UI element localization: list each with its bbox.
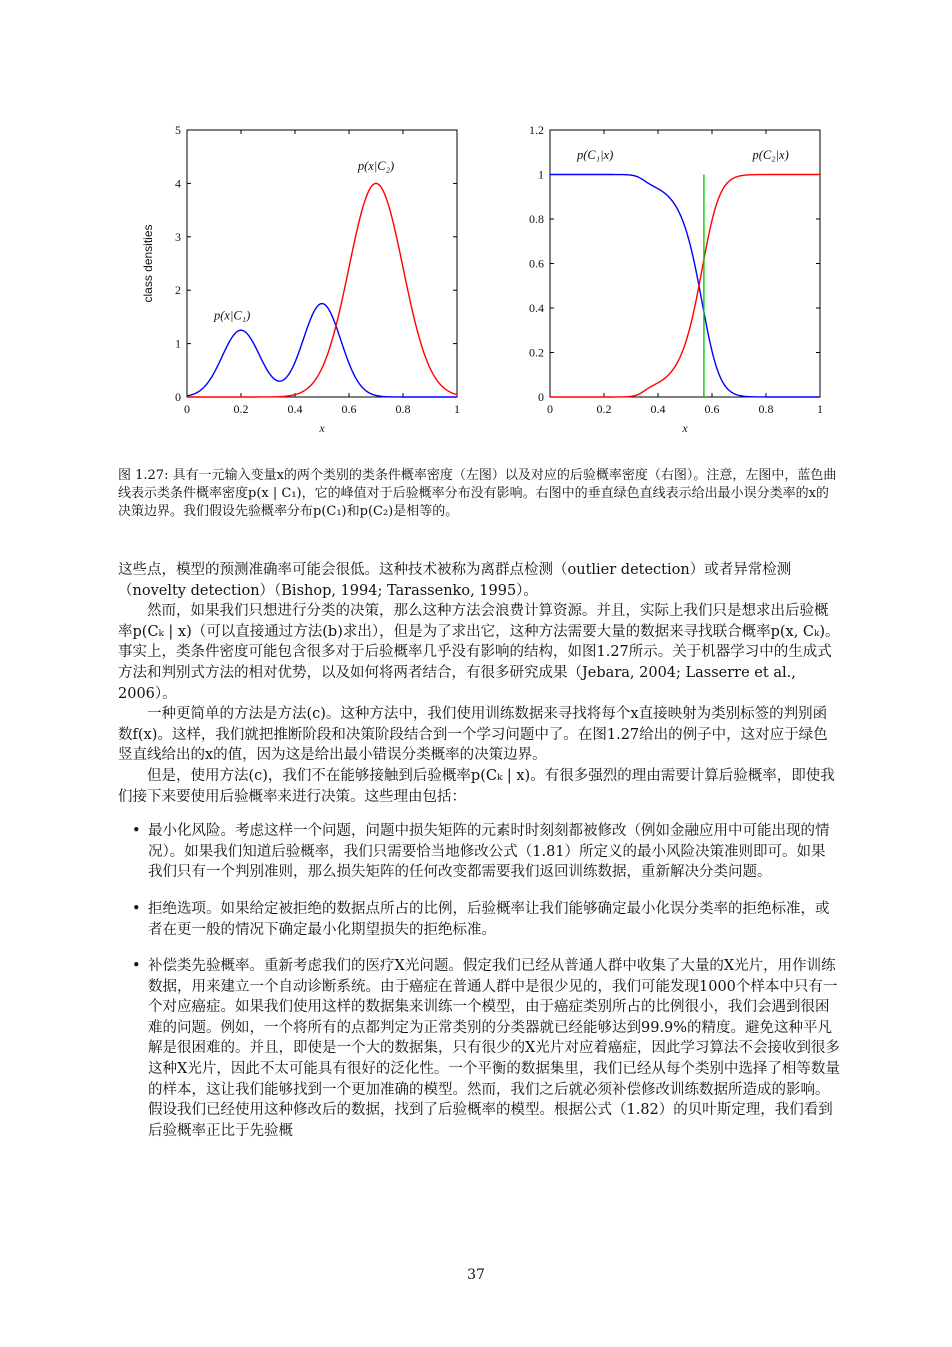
bullet-icon: • xyxy=(132,958,141,975)
y-tick-label: 0 xyxy=(175,390,181,404)
series-line-p-x-c2 xyxy=(187,183,457,397)
x-tick-label: 1 xyxy=(817,402,823,416)
x-tick-label: 0.8 xyxy=(395,402,411,416)
y-tick-label: 0.6 xyxy=(529,256,544,271)
paragraph: 然而，如果我们只想进行分类的决策，那么这种方法会浪费计算资源。并且，实际上我们只是想求出后验概率p(Cₖ | x)（可以直接通过方法(b)求出），但是为了求出它，这种方法需要大量的数据来寻找联合概率p(x, Cₖ)。事实上，类条件密度可能包含很多对于后验概率几乎没有影响的结构，如图1.27所示。关于机器学习中的生成式方法和判别式方法的相对优势，以及如何将两者结合，有很多研究成果（Jebara, 2004; Lasserre et al., 2006）。 xyxy=(118,603,840,702)
y-tick-label: 0.2 xyxy=(529,345,544,360)
list-item-text: 拒绝选项。如果给定被拒绝的数据点所占的比例，后验概率让我们能够确定最小化误分类率的拒绝标准，或者在更一般的情况下确定最小化期望损失的拒绝标准。 xyxy=(148,900,830,938)
bullet-icon: • xyxy=(132,823,141,840)
y-axis-label: class densities xyxy=(141,224,155,303)
list-item xyxy=(118,821,840,883)
series-line-p-c1-x xyxy=(550,175,820,398)
reasons-list xyxy=(118,821,840,1141)
x-tick-label: 0.2 xyxy=(596,402,612,416)
right-chart xyxy=(520,118,850,438)
list-item xyxy=(118,899,840,940)
x-axis-label: x xyxy=(682,421,688,435)
y-tick-label: 5 xyxy=(175,123,181,137)
paragraph: 但是，使用方法(c)，我们不在能够接触到后验概率p(Cₖ | x)。有很多强烈的理由需要计算后验概率，即使我们接下来要使用后验概率来进行决策。这些理由包括： xyxy=(118,767,835,805)
list-item xyxy=(118,956,840,1141)
y-tick-label: 0.4 xyxy=(529,301,544,315)
x-tick-label: 0.4 xyxy=(287,402,303,416)
x-tick-label: 1 xyxy=(454,402,460,416)
series-line-p-c2-x xyxy=(550,175,820,398)
curve-label-p-c1-x: p(C₁|x) xyxy=(577,147,614,162)
y-tick-label: 1.2 xyxy=(529,123,544,137)
figure-caption: 图 1.27: 具有一元输入变量x的两个类别的类条件概率密度（左图）以及对应的后验概率密度（右图）。注意，左图中，蓝色曲线表示类条件概率密度p(x | C₁)，它的峰值对于后验概率分布没有影响。右图中的垂直绿色直线表示给出最小误分类率的x的决策边界。我们假设先验概率分布p(C₁)和p(C₂)是相等的。 xyxy=(118,468,837,519)
y-tick-label: 1 xyxy=(175,336,181,351)
plot-frame xyxy=(187,130,457,397)
y-tick-label: 1 xyxy=(538,167,544,182)
list-item-text: 补偿类先验概率。重新考虑我们的医疗X光问题。假定我们已经从普通人群中收集了大量的X光片，用作训练数据，用来建立一个自动诊断系统。由于癌症在普通人群中是很少见的，我们可能发现1000个样本中只有一个对应癌症。如果我们使用这样的数据集来训练一个模型，由于癌症类别所占的比例很小，我们会遇到很困难的问题。例如，一个将所有的点都判定为正常类别的分类器就已经能够达到99.9%的精度。避免这种平凡解是很困难的。并且，即使是一个大的数据集，只有很少的X光片对应着癌症，因此学习算法不会接收到很多这种X光片，因此不太可能具有很好的泛化性。一个平衡的数据集里，我们已经从每个类别中选择了相等数量的样本，这让我们能够找到一个更加准确的模型。然而，我们之后就必须补偿修改训练数据所造成的影响。假设我们已经使用这种修改后的数据，找到了后验概率的模型。根据公式（1.82）的贝叶斯定理，我们看到后验概率正比于先验概 xyxy=(148,958,840,1139)
x-tick-label: 0.6 xyxy=(704,402,720,416)
curve-label-p-x-c2: p(x|C₂) xyxy=(357,159,395,174)
x-tick-label: 0.8 xyxy=(758,402,774,416)
y-tick-label: 3 xyxy=(175,229,181,244)
y-tick-label: 2 xyxy=(175,283,181,298)
curve-label-p-x-c1: p(x|C₁) xyxy=(214,308,251,323)
y-tick-label: 0.8 xyxy=(529,212,544,226)
left-chart xyxy=(130,118,480,438)
y-tick-label: 0 xyxy=(538,390,544,404)
plot-frame xyxy=(550,130,820,397)
x-tick-label: 0 xyxy=(547,402,553,416)
x-tick-label: 0.4 xyxy=(650,402,666,416)
paragraph: 这些点，模型的预测准确率可能会很低。这种技术被称为离群点检测（outlier detection）或者异常检测（novelty detection）（Bishop, 1994; Tarassenko, 1995）。 xyxy=(118,562,792,599)
list-item-text: 最小化风险。考虑这样一个问题，问题中损失矩阵的元素时时刻刻都被修改（例如金融应用中可能出现的情况）。如果我们知道后验概率，我们只需要恰当地修改公式（1.81）所定义的最小风险决策准则即可。如果我们只有一个判别准则，那么损失矩阵的任何改变都需要我们返回训练数据，重新解决分类问题。 xyxy=(148,823,830,881)
body-text xyxy=(118,560,840,1157)
x-tick-label: 0.2 xyxy=(233,402,249,416)
x-tick-label: 0.6 xyxy=(341,402,357,416)
x-axis-label: x xyxy=(319,421,325,435)
bullet-icon: • xyxy=(132,900,141,917)
paragraph: 一种更简单的方法是方法(c)。这种方法中，我们使用训练数据来寻找将每个x直接映射为类别标签的判别函数f(x)。这样，我们就把推断阶段和决策阶段结合到一个学习问题中了。在图1.27给出的例子中，这对应于绿色竖直线给出的x的值，因为这是给出最小错误分类概率的决策边界。 xyxy=(118,706,828,764)
y-tick-label: 4 xyxy=(175,176,181,191)
page-number: 37 xyxy=(467,1267,485,1283)
curve-label-p-c2-x: p(C₂|x) xyxy=(752,147,789,162)
x-tick-label: 0 xyxy=(184,402,190,416)
